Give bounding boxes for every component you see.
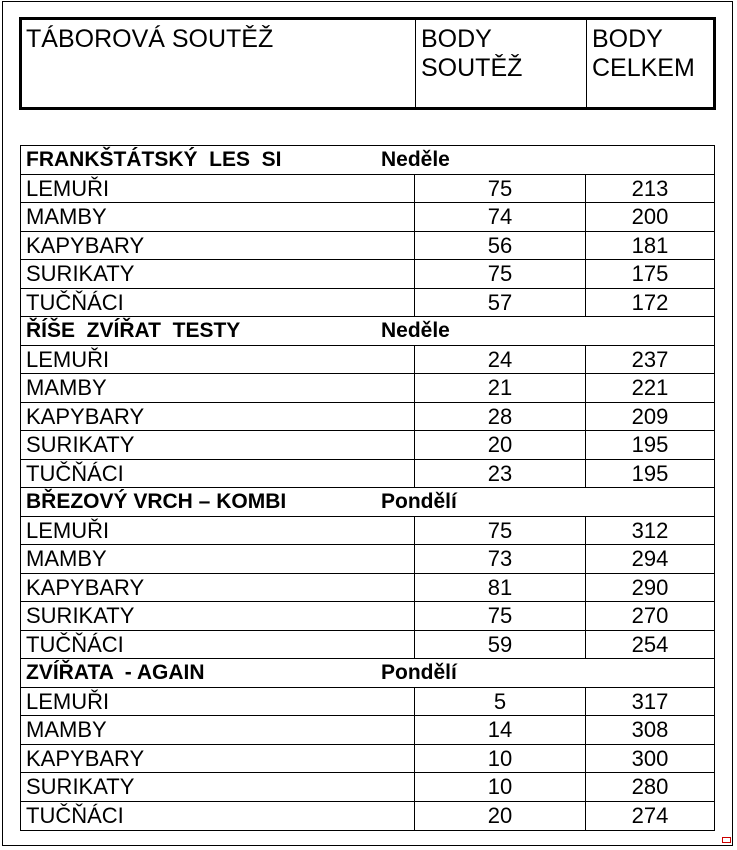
points-cell: 75 [415,260,586,288]
table-row [21,773,714,802]
header-points-line-2: SOUTĚŽ [421,54,523,82]
table-row [21,602,714,631]
team-cell: KAPYBARY [21,232,415,260]
points-cell: 75 [415,517,586,545]
section-day: Pondělí [381,490,457,513]
team-cell: MAMBY [21,716,415,744]
team-cell: MAMBY [21,545,415,573]
section-name: BŘEZOVÝ VRCH – KOMBI [26,490,287,513]
table-row [21,289,714,318]
table-row [21,716,714,745]
team-cell: SURIKATY [21,773,415,801]
total-cell: 209 [631,403,669,429]
total-cell: 317 [631,688,669,714]
points-cell: 20 [415,431,586,459]
table-row [21,574,714,603]
section-day: Pondělí [381,661,457,684]
team-cell: KAPYBARY [21,745,415,773]
team-cell: KAPYBARY [21,403,415,431]
section-header [21,488,714,517]
team-cell: LEMUŘI [21,517,415,545]
section-header [21,317,714,346]
team-cell: SURIKATY [21,260,415,288]
section-header [21,146,714,175]
total-cell: 172 [631,289,669,315]
header-points-column [415,20,585,107]
points-cell: 75 [415,175,586,203]
results-table [20,145,715,831]
points-cell: 5 [415,688,586,716]
header-total-column [586,20,713,107]
points-cell: 28 [415,403,586,431]
table-row [21,203,714,232]
table-row [21,346,714,375]
table-row [21,460,714,489]
total-cell: 195 [631,432,669,457]
corner-marker-icon [722,837,731,843]
team-cell: LEMUŘI [21,346,415,374]
section-name: ŘÍŠE ZVÍŘAT TESTY [26,319,241,342]
total-cell: 290 [631,574,669,600]
total-cell: 280 [631,774,669,799]
points-cell: 59 [415,631,586,659]
total-cell: 254 [631,631,669,657]
points-cell: 57 [415,289,586,317]
table-row [21,374,714,403]
points-cell: 73 [415,545,586,573]
points-cell: 21 [415,374,586,402]
header-title: TÁBOROVÁ SOUTĚŽ [26,25,274,53]
total-cell: 221 [631,375,669,400]
team-cell: MAMBY [21,203,415,231]
header-total-line-1: BODY [592,25,663,53]
table-row [21,260,714,289]
points-cell: 14 [415,716,586,744]
team-cell: SURIKATY [21,431,415,459]
points-cell: 23 [415,460,586,488]
table-row [21,545,714,574]
points-cell: 10 [415,773,586,801]
table-row [21,745,714,774]
points-cell: 56 [415,232,586,260]
team-cell: TUČŇÁCI [21,631,415,659]
section-day: Neděle [381,148,450,171]
team-cell: KAPYBARY [21,574,415,602]
points-cell: 81 [415,574,586,602]
total-cell: 300 [631,745,669,771]
total-cell: 195 [631,460,669,486]
section-name: FRANKŠTÁTSKÝ LES SI [26,148,282,171]
team-cell: LEMUŘI [21,175,415,203]
total-cell: 181 [631,232,669,258]
total-cell: 274 [631,802,669,828]
section-day: Neděle [381,319,450,342]
table-row [21,631,714,660]
team-cell: SURIKATY [21,602,415,630]
points-cell: 75 [415,602,586,630]
team-cell: LEMUŘI [21,688,415,716]
points-cell: 20 [415,802,586,831]
header-total-line-2: CELKEM [592,54,695,82]
points-cell: 74 [415,203,586,231]
total-cell: 200 [631,204,669,229]
total-cell: 237 [631,346,669,372]
team-cell: MAMBY [21,374,415,402]
header-table [19,17,716,110]
team-cell: TUČŇÁCI [21,460,415,488]
table-row [21,802,714,831]
section-header [21,659,714,688]
table-row [21,688,714,717]
header-points-line-1: BODY [421,25,492,53]
table-row [21,403,714,432]
total-cell: 175 [631,261,669,286]
table-row [21,232,714,261]
total-cell: 294 [631,546,669,571]
team-cell: TUČŇÁCI [21,289,415,317]
total-cell: 308 [631,717,669,742]
total-cell: 213 [631,175,669,201]
total-cell: 312 [631,517,669,543]
total-cell: 270 [631,603,669,628]
points-cell: 10 [415,745,586,773]
team-cell: TUČŇÁCI [21,802,415,831]
table-row [21,517,714,546]
table-row [21,175,714,204]
section-name: ZVÍŘATA - AGAIN [26,661,205,684]
points-cell: 24 [415,346,586,374]
table-row [21,431,714,460]
